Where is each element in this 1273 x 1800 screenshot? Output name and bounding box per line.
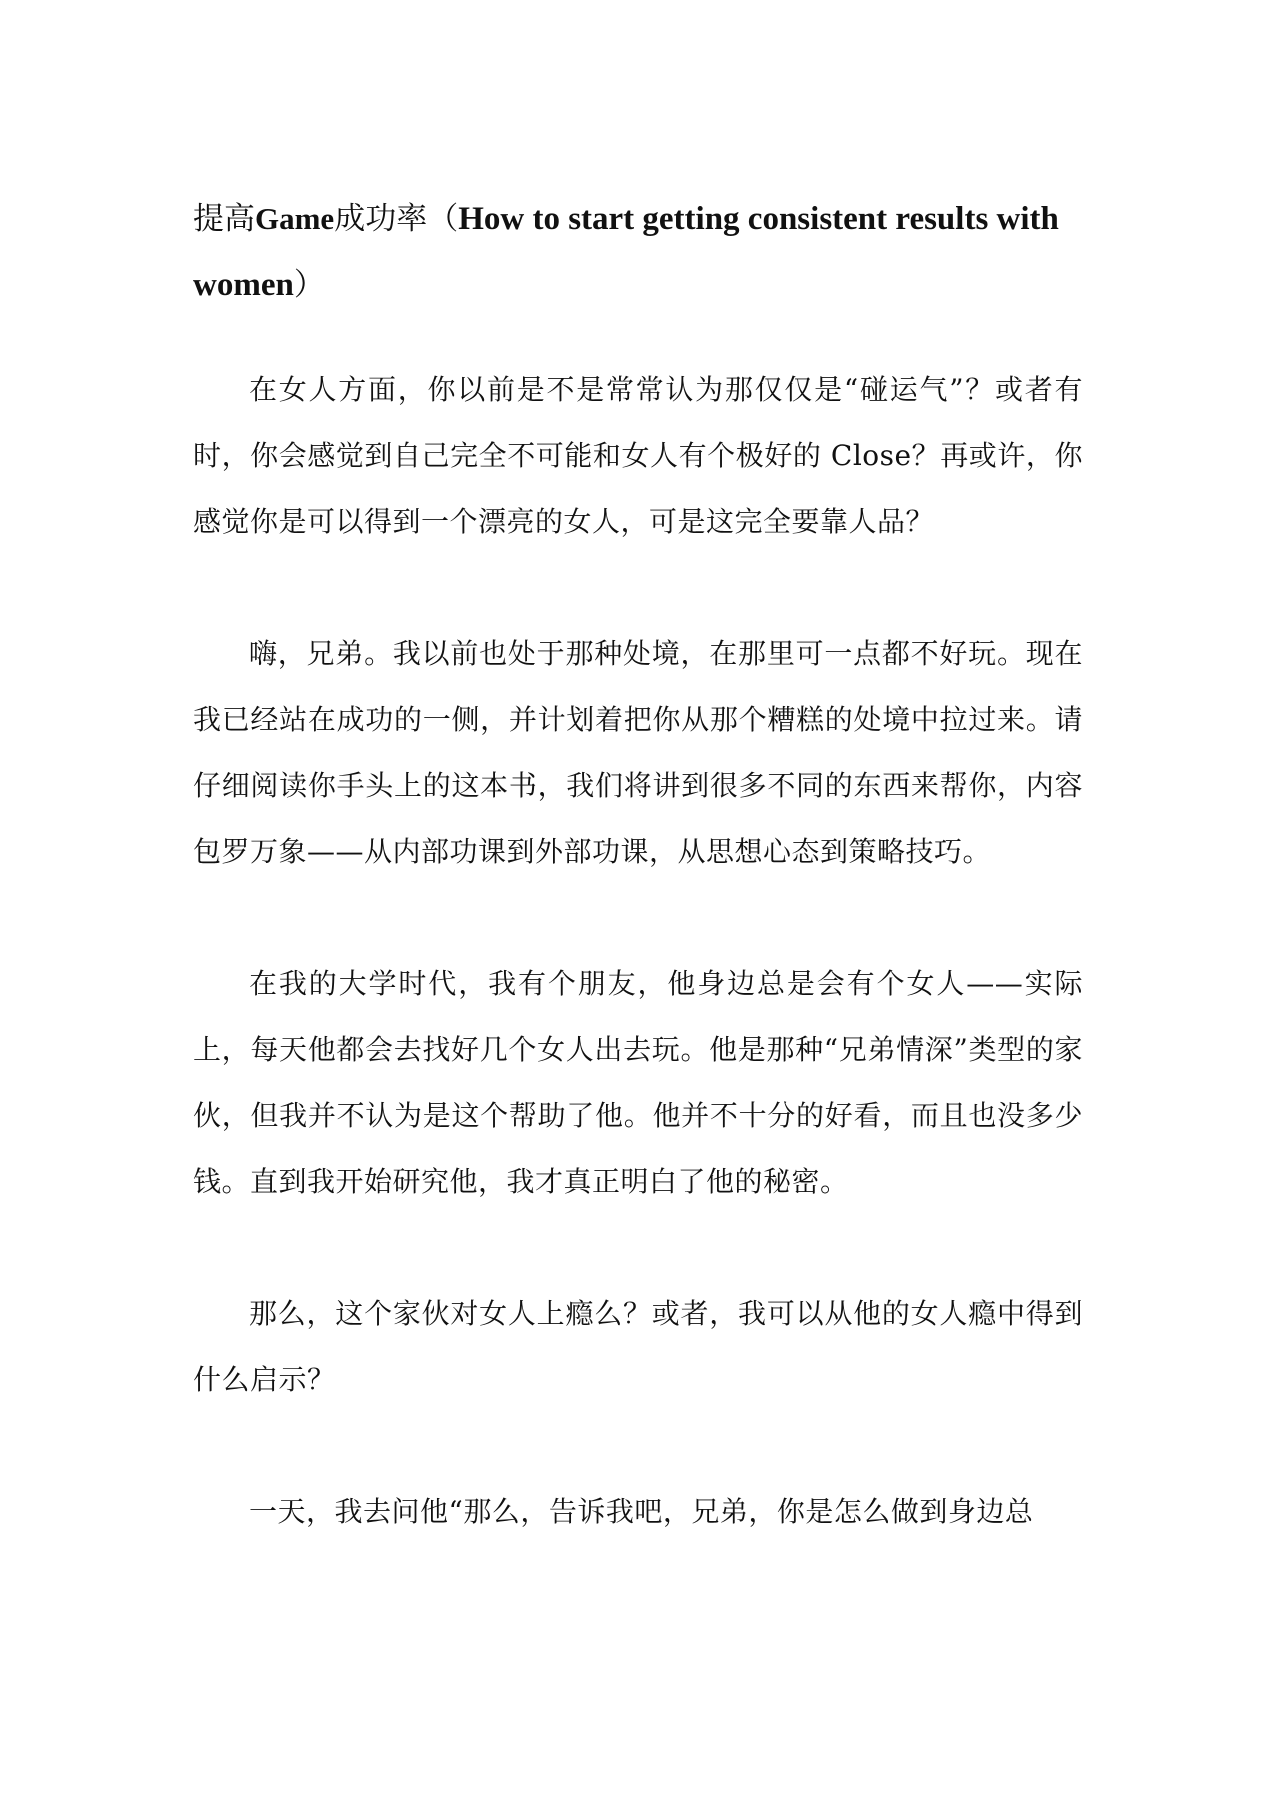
paragraph: 一天，我去问他“那么，告诉我吧，兄弟，你是怎么做到身边总 bbox=[249, 1495, 1034, 1528]
paragraph: 那么，这个家伙对女人上瘾么？或者，我可以从他的女人瘾中得到什么启示？ bbox=[193, 1297, 1083, 1396]
document-body bbox=[193, 186, 1083, 1545]
paragraph-spacer bbox=[193, 555, 1083, 621]
title-close-paren: ） bbox=[293, 267, 325, 303]
page-title bbox=[193, 186, 1083, 318]
paragraph: 在女人方面，你以前是不是常常认为那仅仅是“碰运气”？或者有时，你会感觉到自己完全不可能和女人有个极好的 Close？再或许，你感觉你是可以得到一个漂亮的女人，可是这完全要靠人品？ bbox=[193, 373, 1083, 538]
paragraph: 嗨，兄弟。我以前也处于那种处境，在那里可一点都不好玩。现在我已经站在成功的一侧，并计划着把你从那个糟糕的处境中拉过来。请仔细阅读你手头上的这本书，我们将讲到很多不同的东西来帮你，内容包罗万象——从内部功课到外部功课，从思想心态到策略技巧。 bbox=[193, 637, 1083, 868]
title-cn-prefix: 提高 bbox=[193, 201, 255, 237]
paragraph-spacer bbox=[193, 1215, 1083, 1281]
title-english: How to start getting consistent results with women bbox=[193, 201, 1059, 303]
title-cn-suffix: 成功率（ bbox=[334, 201, 459, 237]
paragraph-spacer bbox=[193, 885, 1083, 951]
paragraph: 在我的大学时代，我有个朋友，他身边总是会有个女人——实际上，每天他都会去找好几个女人出去玩。他是那种“兄弟情深”类型的家伙，但我并不认为是这个帮助了他。他并不十分的好看，而且也没多少钱。直到我开始研究他，我才真正明白了他的秘密。 bbox=[193, 967, 1083, 1198]
paragraph-spacer bbox=[193, 1413, 1083, 1479]
title-game: Game bbox=[255, 201, 335, 236]
